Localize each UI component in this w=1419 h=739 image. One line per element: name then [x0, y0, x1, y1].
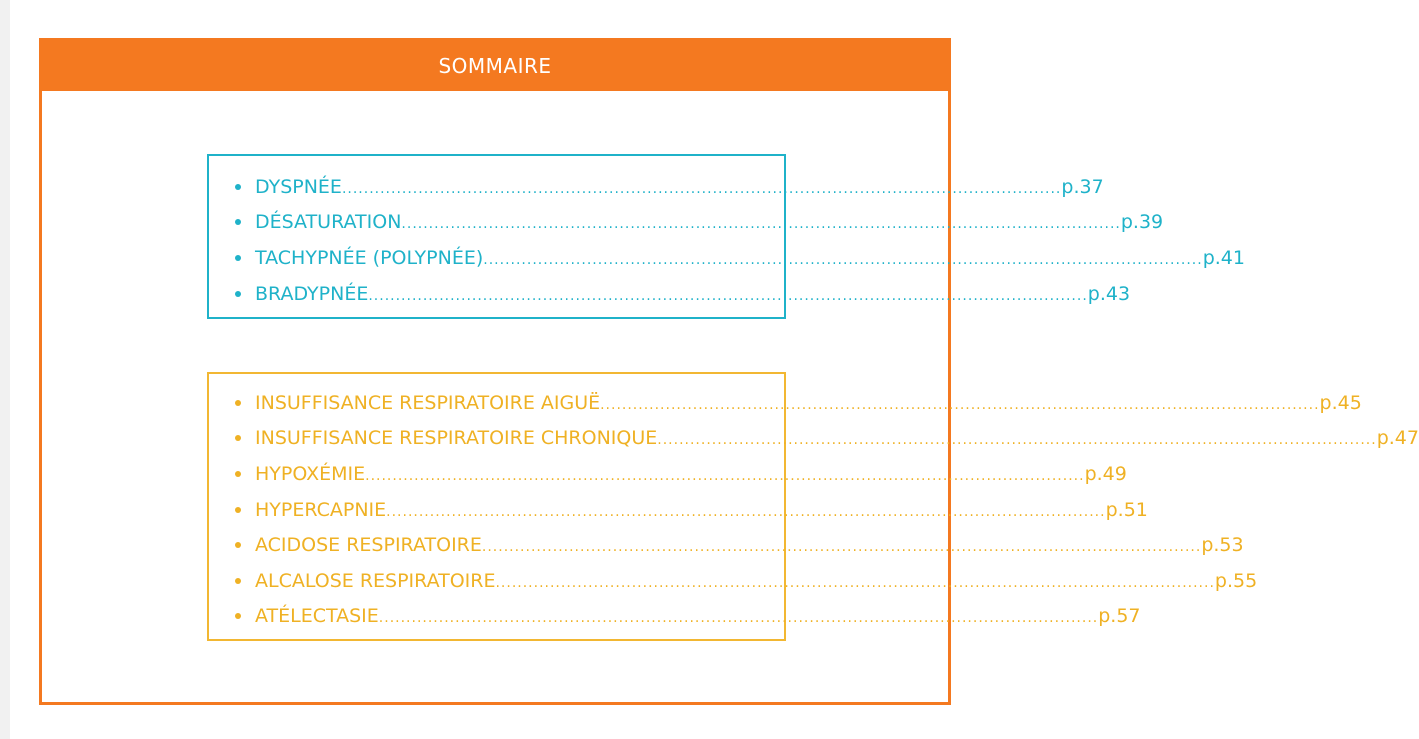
- toc-item-label: HYPOXÉMIE: [255, 462, 366, 485]
- bullet-icon: [235, 471, 241, 477]
- dot-leader: ....................................................................................................................................: [368, 287, 1088, 304]
- toc-item-page: p.47: [1376, 427, 1419, 450]
- toc-entry: [255, 282, 1131, 305]
- toc-item-page: p.43: [1087, 282, 1131, 305]
- dot-leader: ....................................................................................................................................: [657, 432, 1377, 449]
- toc-item[interactable]: [209, 385, 1362, 421]
- dot-leader: ....................................................................................................................................: [481, 539, 1202, 556]
- dot-leader: ....................................................................................................................................: [495, 574, 1215, 591]
- toc-entry: [255, 569, 1258, 592]
- dot-leader: ....................................................................................................................................: [378, 610, 1099, 627]
- toc-item-label: ACIDOSE RESPIRATOIRE: [255, 534, 482, 557]
- bullet-icon: [235, 542, 241, 548]
- toc-entry: [255, 175, 1104, 198]
- toc-item-label: INSUFFISANCE RESPIRATOIRE AIGUË: [255, 391, 601, 414]
- sommaire-title: SOMMAIRE: [42, 41, 948, 91]
- toc-item-page: p.53: [1201, 534, 1244, 557]
- dot-leader: ....................................................................................................................................: [401, 216, 1121, 233]
- toc-entry: [255, 246, 1245, 269]
- toc-item-page: p.37: [1061, 175, 1104, 198]
- page-edge-shadow: [0, 0, 10, 739]
- toc-item-label: HYPERCAPNIE: [255, 498, 387, 521]
- toc-item[interactable]: [209, 563, 1258, 599]
- toc-item-label: DÉSATURATION: [255, 211, 402, 234]
- toc-item[interactable]: [209, 169, 1104, 205]
- dot-leader: ....................................................................................................................................: [600, 396, 1320, 413]
- toc-entry: [255, 211, 1164, 234]
- toc-item-page: p.49: [1084, 462, 1127, 485]
- toc-entry: [255, 605, 1141, 628]
- toc-item[interactable]: [209, 205, 1164, 241]
- dot-leader: ....................................................................................................................................: [341, 180, 1062, 197]
- toc-item[interactable]: [209, 421, 1419, 457]
- dot-leader: ....................................................................................................................................: [483, 251, 1203, 268]
- toc-item[interactable]: [209, 240, 1245, 276]
- toc-item-label: TACHYPNÉE (POLYPNÉE): [255, 246, 484, 269]
- toc-item-page: p.39: [1120, 211, 1164, 234]
- bullet-icon: [235, 184, 241, 190]
- toc-item-page: p.55: [1214, 569, 1258, 592]
- toc-item[interactable]: [209, 492, 1148, 528]
- toc-group-2: [207, 372, 1419, 641]
- toc-item-label: DYSPNÉE: [255, 175, 342, 198]
- bullet-icon: [235, 507, 241, 513]
- dot-leader: ....................................................................................................................................: [386, 503, 1106, 520]
- bullet-icon: [235, 435, 241, 441]
- bullet-icon: [235, 400, 241, 406]
- toc-item[interactable]: [209, 456, 1127, 492]
- toc-item[interactable]: [209, 527, 1244, 563]
- bullet-icon: [235, 291, 241, 297]
- toc-entry: [255, 427, 1419, 450]
- bullet-icon: [235, 219, 241, 225]
- toc-item-label: ATÉLECTASIE: [255, 605, 379, 628]
- toc-item[interactable]: [209, 599, 1141, 635]
- toc-entry: [255, 391, 1362, 414]
- toc-item[interactable]: [209, 276, 1131, 312]
- sommaire-frame: [39, 38, 1419, 705]
- toc-item-page: p.45: [1319, 391, 1362, 414]
- toc-item-label: BRADYPNÉE: [255, 282, 369, 305]
- toc-entry: [255, 498, 1148, 521]
- toc-entry: [255, 534, 1244, 557]
- bullet-icon: [235, 613, 241, 619]
- bullet-icon: [235, 578, 241, 584]
- dot-leader: ....................................................................................................................................: [365, 467, 1085, 484]
- toc-item-page: p.41: [1202, 246, 1245, 269]
- bullet-icon: [235, 255, 241, 261]
- toc-group-1: [207, 154, 1245, 319]
- toc-item-page: p.57: [1098, 605, 1141, 628]
- toc-item-label: ALCALOSE RESPIRATOIRE: [255, 569, 496, 592]
- toc-item-page: p.51: [1105, 498, 1148, 521]
- toc-item-label: INSUFFISANCE RESPIRATOIRE CHRONIQUE: [255, 427, 658, 450]
- toc-entry: [255, 462, 1127, 485]
